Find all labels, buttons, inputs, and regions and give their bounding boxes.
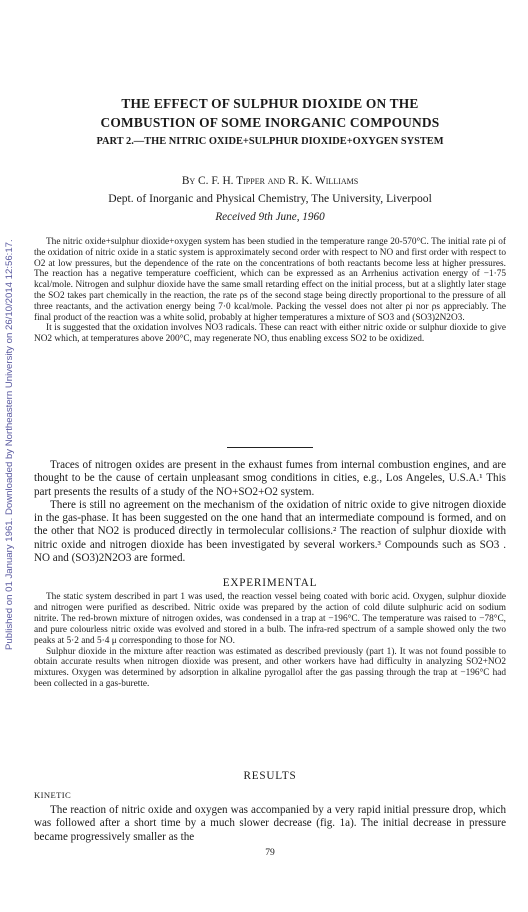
subheading-kinetic: KINETIC [34, 790, 72, 800]
affiliation: Dept. of Inorganic and Physical Chemistry, The University, Liverpool [108, 192, 432, 205]
download-watermark [4, 150, 16, 650]
introduction-paragraph: There is still no agreement on the mechanism of the oxidation of nitric oxide to give nitrogen dioxide in the gas-phase. It has been suggested on the one hand that an intermediate compound is formed, and on the other that NO2 is produced directly in termolecular collisions.² The reaction of sulphur dioxide with nitric oxide and nitrogen dioxide has been investigated by several workers.³ Compounds such as SO3 . NO and (SO3)2N2O3 are formed. [34, 498, 506, 565]
paper-title [34, 94, 506, 132]
page-number: 79 [265, 847, 275, 858]
abstract-paragraph: It is suggested that the oxidation involves NO3 radicals. These can react with either nitric oxide or sulphur dioxide to give NO2 which, at temperatures above 200°C, may regenerate NO, thus enabling excess SO2 to be oxidized. [34, 323, 506, 345]
results-paragraph: The reaction of nitric oxide and oxygen was accompanied by a very rapid initial pressure drop, which was followed after a short time by a much slower decrease (fig. 1a). The initial decrease in pressure became progressively smaller as the [34, 804, 506, 843]
introduction [34, 459, 506, 565]
introduction-paragraph: Traces of nitrogen oxides are present in the exhaust fumes from internal combustion engines, and are thought to be the cause of certain unpleasant smog conditions in cities, e.g., Los Angeles, U.S.A.¹ This part presents the results of a study of the NO+SO2+O2 system. [34, 459, 506, 498]
heading-experimental: EXPERIMENTAL [222, 577, 318, 589]
authors-by: By [181, 175, 196, 187]
paper-subtitle: PART 2.—THE NITRIC OXIDE+SULPHUR DIOXIDE+OXYGEN SYSTEM [96, 136, 444, 147]
abstract [34, 237, 506, 345]
author-1: C. F. H. Tipper [198, 175, 265, 187]
section-divider [227, 447, 313, 448]
author-2: R. K. Williams [287, 175, 359, 187]
author-line [34, 175, 506, 187]
download-watermark-text: Published on 01 January 1961. Downloaded by Northeastern University on 26/10/2014 12:56:17. [4, 239, 15, 650]
paper-title-line-1: THE EFFECT OF SULPHUR DIOXIDE ON THE [121, 96, 419, 111]
experimental-section [34, 592, 506, 690]
heading-results: RESULTS [243, 770, 297, 782]
paper-title-line-2: COMBUSTION OF SOME INORGANIC COMPOUNDS [100, 115, 440, 130]
abstract-paragraph: The nitric oxide+sulphur dioxide+oxygen system has been studied in the temperature range 20-570°C. The initial rate ρi of the oxidation of nitric oxide in a static system is approximately second order with respect to NO and first order with respect to O2 at low pressures, but the dependence of the rate on the concentrations of both reactants become less at higher pressures. The reaction has a negative temperature coefficient, which can be expressed as an Arrhenius activation energy of −1·75 kcal/mole. Nitrogen and sulphur dioxide have the same small retarding effect on the initial process, but at a slightly later stage the SO2 takes part chemically in the reaction, the rate ρs of the second stage being directly proportional to the pressure of all three reactants, and the activation energy being 7·0 kcal/mole. Packing the vessel does not alter ρi nor ρs appreciably. The final product of the reaction was a white solid, probably at higher temperatures a mixture of SO3 and (SO3)2N2O3. [34, 237, 506, 323]
experimental-paragraph: The static system described in part 1 was used, the reaction vessel being coated with boric acid. Oxygen, sulphur dioxide and nitrogen were purified as described. Nitric oxide was prepared by the action of cold dilute sulphuric acid on sodium nitrite. The red-brown mixture of nitrogen oxides, was condensed in a trap at −196°C. The temperature was raised to −78°C, and pure colourless nitric oxide was evolved and stored in a bulb. The infra-red spectrum of a sample showed only the two peaks at 5·2 and 5·4 μ corresponding to those for NO. [34, 592, 506, 646]
experimental-paragraph: Sulphur dioxide in the mixture after reaction was estimated as described previously (part 1). It was not found possible to obtain accurate results when nitrogen dioxide was present, and other workers have had difficulty in analyzing SO2+NO2 mixtures. Oxygen was determined by adsorption in alkaline pyrogallol after the gas passing through the trap at −196°C had been collected in a gas-burette. [34, 646, 506, 690]
results-section [34, 804, 506, 844]
received-date: Received 9th June, 1960 [215, 211, 325, 223]
authors-and: and [267, 175, 286, 187]
